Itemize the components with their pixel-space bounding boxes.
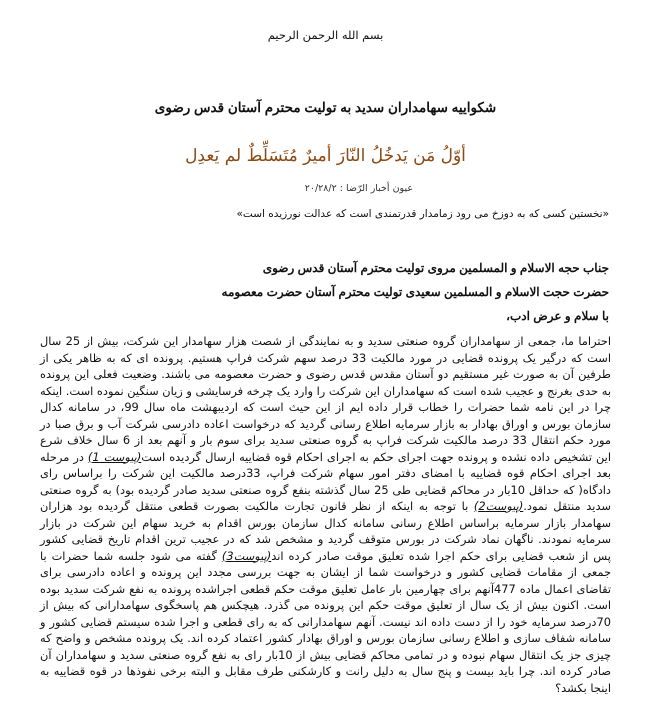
attachment-reference: (پیوست2) [473, 499, 524, 513]
attachment-reference: (پیوست3) [221, 548, 272, 563]
greeting-line: با سلام و عرض ادب، [506, 309, 609, 323]
body-text-segment: احتراما ما، جمعی از سهامداران گروه صنعتی سدید و به نمایندگی از شصت هزار سهامدار این شرکت، بیش از 25 سال است که درگیر یک پرونده قضایی در مورد مالکیت 33 درصد سهم شرکت فراپ هستیم. پرونده ای که به ظاهر یکی از طرفین آن به صورت غیر مستقیم دو آستان مقدس قدس رضوی و حضرت معصومه می باشند. وضعیت فعلی این پرونده به حدی بغرنج و عجیب شده است که سهامداران این شرکت را وارد یک چرخه فرسایشی و زیان سنگین نموده است. اینکه چرا در این نامه شما حضرات را خطاب قرار داده ایم از این حیث است که اردیبهشت ماه سال 99، در سامانه کدال سازمان بورس و اوراق بهادار به بازار سرمایه اطلاع رسانی گردید که درخواست اعاده دادرسی شرکت آب و برق صبا در مورد حکم انتقال 33 درصد مالکیت شرکت فراپ به گروه صنعتی سدید برای سوم بار و آنهم بعد از 6 سال خلاف شرع این تشخیص داده نشده و پرونده جهت اجرای حکم به اجرای احکام قوه قضاییه ارسال گردیده است [40, 334, 612, 464]
letter-title: شکواییه سهامداران سدید به تولیت محترم آستان قدس رضوی [154, 100, 497, 115]
hadith-translation: «نخستین کسی که به دوزخ می رود زمامدار قدرتمندی است که عدالت نورزیده است» [236, 208, 609, 220]
addressee-line: جناب حجه الاسلام و المسلمین مروی تولیت محترم آستان قدس رضوی [262, 261, 609, 275]
attachment-reference: (پیوست 1) [87, 449, 142, 464]
body-text-segment: گفته می شود جلسه شما حضرات با جمعی از مقامات قضایی کشور و درخواست شما از ایشان به جهت بررسی مجدد این پرونده و اعاده دادرسی برای تقاضای اعمال ماده 477آنهم برای چهارمین بار عامل تعلیق موقت حکم قطعی اجراشده پرونده به نفع شرکت سدید بوده است. اکنون بیش از یک سال از تعلیق موقت حکم این پرونده می گذرد. هیچکس هم پاسخگوی سهامدارانی که بیش از 70درصد سرمایه خود را از دست داده اند نیست. آنهم سهامدارانی که به رای قطعی و اجرا شده سیستم قضایی کشور و سامانه شفاف سازی و اطلاع رسانی سازمان بورس و اوراق بهادار کشور اعتماد کرده اند. یک پرونده مشخص و واضح که چیزی جز یک انتقال سهام نبوده و در تمامی محاکم قضایی بیش از 10بار رای به نفع گروه صنعتی سدید و سهامداران آن صادر کرده اند. چرا باید بیست و پنج سال به دلیل رانت و کارشکنی طرف مقابل و البته برخی نفوذها در قوه قضاییه به اینجا بکشد؟ [40, 548, 611, 695]
body-text-segment: با توجه به اینکه از نظر قانون تجارت مالکیت بصورت قطعی منتقل گردیده بود هزاران سهامدار بازار سرمایه براساس اطلاع رسانی سامانه کدال سازمان بورس اقدام به خرید سهام این شرکت در بازار سرمایه نمودند. ناگهان نماد شرکت در بورس متوقف گردید و مشخص شد که در عجیب ترین اقدام تاریخ قضایی کشور پس از شعب قضایی برای حکم اجرا شده تعلیق موقت صادر کرده اند [40, 499, 611, 563]
addressee-line: حضرت حجت الاسلام و المسلمین سعیدی تولیت محترم آستان حضرت معصومه [221, 285, 609, 299]
basmala: بسم الله الرحمن الرحیم [267, 28, 384, 42]
letter-body [40, 333, 611, 696]
hadith-source: عیون أخبار الرّضا : ۲۰/۲۸/۲ [304, 183, 413, 194]
hadith-quote: أوّلُ مَن یَدخُلُ النّارَ أمیرٌ مُتَسَلِّطٌ لم یَعدِل [185, 146, 466, 166]
body-text-segment: در مرحله بعد اجرای احکام قوه قضاییه با امضای دفتر امور سهام شرکت فراپ، 33درصد مالکیت این شرکت را براساس رای دادگاه( که حداقل 10بار در محاکم قضایی طی 25 سال گذشته بنفع گروه صنعتی سدید صادر گردیده بود) به گروه صنعتی سدید منتقل نمود. [40, 449, 612, 513]
